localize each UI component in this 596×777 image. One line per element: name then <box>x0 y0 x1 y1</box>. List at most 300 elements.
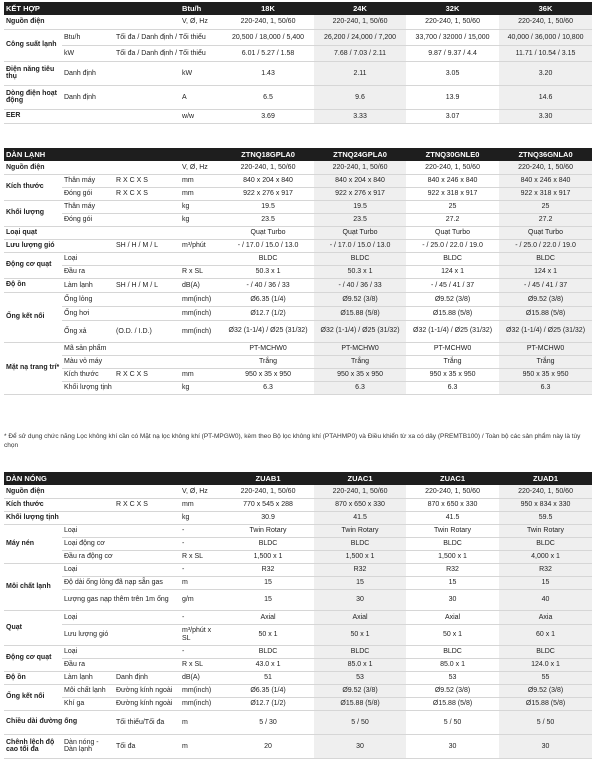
table-row <box>4 550 592 563</box>
unit-header: Btu/h <box>180 2 222 15</box>
value-cell: Ø6.35 (1/4) <box>222 684 314 697</box>
value-cell: 50.3 x 1 <box>222 265 314 278</box>
table-row <box>4 265 592 278</box>
value-cell: BLDC <box>314 252 406 265</box>
value-cell: PT-MCHW0 <box>222 342 314 355</box>
table-row <box>4 226 592 239</box>
unit-cell: - <box>180 610 222 624</box>
sub-label: Đầu ra động cơ <box>62 550 180 563</box>
table-row <box>4 85 592 109</box>
table-header-row <box>4 2 592 15</box>
sub-label: Màu vỏ máy <box>62 355 222 368</box>
unit-cell: m³/phút x SL <box>180 624 222 645</box>
table-row <box>4 29 592 45</box>
value-cell: Twin Rotary <box>314 524 406 537</box>
sub-label: Thân máy <box>62 200 180 213</box>
value-cell: 60 x 1 <box>499 624 592 645</box>
sub-label: Loại <box>62 524 180 537</box>
condition-label: Tối đa / Danh định / Tối thiểu <box>114 45 222 61</box>
sub-label: Khối lượng tịnh <box>62 381 180 394</box>
sub-label: Loại <box>62 645 180 658</box>
value-cell: 7.68 / 7.03 / 2.11 <box>314 45 406 61</box>
value-cell: 50 x 1 <box>314 624 406 645</box>
unit-cell: kg <box>180 511 222 524</box>
model-header: 36K <box>499 2 592 15</box>
group-label: Máy nén <box>4 524 62 563</box>
unit-cell: mm(inch) <box>180 320 222 342</box>
value-cell: 23.5 <box>314 213 406 226</box>
sub-label: Thân máy <box>62 174 114 187</box>
table-row <box>4 200 592 213</box>
sub-label: Ống lỏng <box>62 292 180 306</box>
table-row <box>4 576 592 589</box>
table-row <box>4 292 592 306</box>
value-cell: Axial <box>222 610 314 624</box>
value-cell: Ø32 (1-1/4) / Ø25 (31/32) <box>406 320 499 342</box>
sub-label: Đầu ra <box>62 265 180 278</box>
table-row <box>4 710 592 734</box>
value-cell: 840 x 204 x 840 <box>314 174 406 187</box>
condition-label: R X C X S <box>114 368 180 381</box>
value-cell: 4,000 x 1 <box>499 550 592 563</box>
value-cell: 950 x 35 x 950 <box>499 368 592 381</box>
sub-label: Loại <box>62 610 180 624</box>
value-cell: BLDC <box>499 537 592 550</box>
sub-label: Dàn nóng - Dàn lạnh <box>62 734 114 758</box>
table-row <box>4 624 592 645</box>
sub-label: kW <box>62 45 114 61</box>
value-cell: Axial <box>406 610 499 624</box>
model-header: 18K <box>222 2 314 15</box>
group-label: Động cơ quạt <box>4 252 62 278</box>
value-cell: 6.3 <box>314 381 406 394</box>
unit-cell: g/m <box>180 589 222 610</box>
value-cell: 220-240, 1, 50/60 <box>314 161 406 174</box>
table-row <box>4 498 592 511</box>
value-cell: 2.11 <box>314 61 406 85</box>
sub-label: Danh định <box>62 61 180 85</box>
value-cell: 41.5 <box>314 511 406 524</box>
value-cell: 15 <box>222 576 314 589</box>
value-cell: 30 <box>314 734 406 758</box>
footnote: * Để sử dụng chức năng Lọc không khí cần có Mặt nạ lọc không khí (PT-MPGW0), kèm theo Bộ lọc không khí (PTAHMP0) và Điều khiển từ xa có dây (PREMTB100) / Toàn bộ các sản phẩm này là tùy chọn <box>4 433 581 450</box>
table-row <box>4 252 592 265</box>
value-cell: 14.6 <box>499 85 592 109</box>
value-cell: R32 <box>222 563 314 576</box>
value-cell: Ø15.88 (5/8) <box>406 306 499 320</box>
value-cell: Twin Rotary <box>499 524 592 537</box>
unit-cell: V, Ø, Hz <box>180 15 222 29</box>
unit-cell: kg <box>180 200 222 213</box>
value-cell: BLDC <box>222 252 314 265</box>
table-row <box>4 671 592 684</box>
value-cell: 220-240, 1, 50/60 <box>222 15 314 29</box>
unit-cell: R x SL <box>180 550 222 563</box>
value-cell: Quạt Turbo <box>314 226 406 239</box>
table-row <box>4 355 592 368</box>
sub-label: Mã sản phẩm <box>62 342 222 355</box>
value-cell: 30 <box>314 589 406 610</box>
unit-cell: - <box>180 524 222 537</box>
value-cell: 15 <box>499 576 592 589</box>
unit-cell: - <box>180 563 222 576</box>
value-cell: 950 x 35 x 950 <box>314 368 406 381</box>
outdoor-unit-spec-table <box>4 472 592 759</box>
sub-label: Làm lạnh <box>62 671 114 684</box>
table-row <box>4 187 592 200</box>
value-cell: 922 x 318 x 917 <box>406 187 499 200</box>
value-cell: 20,500 / 18,000 / 5,400 <box>222 29 314 45</box>
unit-cell: m³/phút <box>180 239 222 252</box>
value-cell: BLDC <box>222 537 314 550</box>
unit-cell: dB(A) <box>180 278 222 292</box>
value-cell: Twin Rotary <box>222 524 314 537</box>
unit-cell: m <box>180 576 222 589</box>
sub-label: Đóng gói <box>62 213 180 226</box>
unit-cell: m <box>180 710 222 734</box>
table-row <box>4 589 592 610</box>
group-label: Công suất lạnh <box>4 29 62 61</box>
value-cell: Trắng <box>222 355 314 368</box>
value-cell: 950 x 35 x 950 <box>222 368 314 381</box>
value-cell: 3.69 <box>222 109 314 123</box>
condition-label: Tối thiểu/Tối đa <box>114 710 180 734</box>
value-cell: 5 / 30 <box>222 710 314 734</box>
value-cell: - / 25.0 / 22.0 / 19.0 <box>499 239 592 252</box>
value-cell: - / 45 / 41 / 37 <box>406 278 499 292</box>
table-title: DÀN NÓNG <box>4 472 222 485</box>
value-cell: Ø15.88 (5/8) <box>499 306 592 320</box>
value-cell: 220-240, 1, 50/60 <box>222 485 314 498</box>
unit-cell: R x SL <box>180 265 222 278</box>
group-label: Khối lượng tịnh <box>4 511 180 524</box>
value-cell: 30 <box>406 734 499 758</box>
condition-label: SH / H / M / L <box>114 239 180 252</box>
value-cell: PT-MCHW0 <box>499 342 592 355</box>
value-cell: Twin Rotary <box>406 524 499 537</box>
group-label: Kích thước <box>4 498 114 511</box>
group-label: Lưu lượng gió <box>4 239 114 252</box>
sub-label: Btu/h <box>62 29 114 45</box>
unit-cell: mm <box>180 368 222 381</box>
value-cell: 11.71 / 10.54 / 3.15 <box>499 45 592 61</box>
value-cell: BLDC <box>314 645 406 658</box>
value-cell: 922 x 276 x 917 <box>314 187 406 200</box>
value-cell: 13.9 <box>406 85 499 109</box>
group-label: Nguồn điện <box>4 161 180 174</box>
unit-cell: m <box>180 734 222 758</box>
value-cell: 53 <box>314 671 406 684</box>
value-cell: 5 / 50 <box>314 710 406 734</box>
unit-cell: - <box>180 537 222 550</box>
value-cell: Ø32 (1-1/4) / Ø25 (31/32) <box>314 320 406 342</box>
table-row <box>4 511 592 524</box>
value-cell: 870 x 650 x 330 <box>314 498 406 511</box>
value-cell: Axia <box>499 610 592 624</box>
value-cell: Ø6.35 (1/4) <box>222 292 314 306</box>
unit-cell: R x SL <box>180 658 222 671</box>
value-cell: Ø15.88 (5/8) <box>314 697 406 710</box>
value-cell: - / 40 / 36 / 33 <box>314 278 406 292</box>
table-row <box>4 306 592 320</box>
value-cell: BLDC <box>499 252 592 265</box>
value-cell: 950 x 834 x 330 <box>499 498 592 511</box>
group-label: Nguồn điện <box>4 485 180 498</box>
value-cell: Ø32 (1-1/4) / Ø25 (31/32) <box>222 320 314 342</box>
value-cell: 6.3 <box>499 381 592 394</box>
value-cell: 3.33 <box>314 109 406 123</box>
value-cell: Quạt Turbo <box>406 226 499 239</box>
value-cell: Ø15.88 (5/8) <box>314 306 406 320</box>
group-label: Khối lượng <box>4 200 62 226</box>
value-cell: 15 <box>222 589 314 610</box>
condition-label: Tối đa / Danh định / Tối thiểu <box>114 29 222 45</box>
value-cell: 3.05 <box>406 61 499 85</box>
value-cell: Ø9.52 (3/8) <box>314 684 406 697</box>
table-header-row <box>4 472 592 485</box>
group-label: Chênh lệch độ cao tối đa <box>4 734 62 758</box>
value-cell: 220-240, 1, 50/60 <box>406 485 499 498</box>
table-row <box>4 381 592 394</box>
value-cell: Trắng <box>314 355 406 368</box>
value-cell: 1,500 x 1 <box>406 550 499 563</box>
sub-label: Ống xả <box>62 320 114 342</box>
sub-label: Khí ga <box>62 697 114 710</box>
value-cell: 43.0 x 1 <box>222 658 314 671</box>
value-cell: Ø32 (1-1/4) / Ø25 (31/32) <box>499 320 592 342</box>
value-cell: PT-MCHW0 <box>314 342 406 355</box>
value-cell: 6.3 <box>406 381 499 394</box>
value-cell: 30 <box>406 589 499 610</box>
value-cell: 1.43 <box>222 61 314 85</box>
value-cell: 5 / 50 <box>406 710 499 734</box>
sub-label: Loại động cơ <box>62 537 180 550</box>
value-cell: Ø9.52 (3/8) <box>499 684 592 697</box>
table-row <box>4 697 592 710</box>
value-cell: 870 x 650 x 330 <box>406 498 499 511</box>
value-cell: 40 <box>499 589 592 610</box>
unit-cell: V, Ø, Hz <box>180 161 222 174</box>
model-header: ZUAC1 <box>406 472 499 485</box>
value-cell: 53 <box>406 671 499 684</box>
table-row <box>4 485 592 498</box>
value-cell: Quạt Turbo <box>499 226 592 239</box>
value-cell: 950 x 35 x 950 <box>406 368 499 381</box>
value-cell: - / 17.0 / 15.0 / 13.0 <box>314 239 406 252</box>
value-cell: 3.20 <box>499 61 592 85</box>
value-cell: 220-240, 1, 50/60 <box>222 161 314 174</box>
table-row <box>4 213 592 226</box>
value-cell: 41.5 <box>406 511 499 524</box>
value-cell: 51 <box>222 671 314 684</box>
value-cell: 3.07 <box>406 109 499 123</box>
group-label: Ống kết nối <box>4 684 62 710</box>
value-cell: BLDC <box>406 252 499 265</box>
unit-cell: kg <box>180 381 222 394</box>
unit-cell: V, Ø, Hz <box>180 485 222 498</box>
group-label: Quạt <box>4 610 62 645</box>
sub-label: Đầu ra <box>62 658 180 671</box>
value-cell: - / 45 / 41 / 37 <box>499 278 592 292</box>
indoor-unit-spec-table <box>4 148 592 395</box>
value-cell: 124 x 1 <box>406 265 499 278</box>
value-cell: 1,500 x 1 <box>314 550 406 563</box>
value-cell: - / 17.0 / 15.0 / 13.0 <box>222 239 314 252</box>
value-cell: 9.87 / 9.37 / 4.4 <box>406 45 499 61</box>
sub-label: Kích thước <box>62 368 114 381</box>
group-label: Độ ồn <box>4 671 62 684</box>
unit-cell: kW <box>180 61 222 85</box>
value-cell: BLDC <box>406 537 499 550</box>
value-cell: Ø15.88 (5/8) <box>499 697 592 710</box>
model-header: 24K <box>314 2 406 15</box>
group-label: Loại quạt <box>4 226 222 239</box>
value-cell: 40,000 / 36,000 / 10,800 <box>499 29 592 45</box>
table-row <box>4 174 592 187</box>
model-header: 32K <box>406 2 499 15</box>
model-header: ZTNQ30GNLE0 <box>406 148 499 161</box>
sub-label: Môi chất lạnh <box>62 684 114 697</box>
unit-cell: mm(inch) <box>180 697 222 710</box>
value-cell: 220-240, 1, 50/60 <box>314 15 406 29</box>
value-cell: 50 x 1 <box>406 624 499 645</box>
condition-label: Danh định <box>114 671 180 684</box>
value-cell: - / 40 / 36 / 33 <box>222 278 314 292</box>
value-cell: R32 <box>499 563 592 576</box>
value-cell: Axial <box>314 610 406 624</box>
sub-label: Loại <box>62 252 180 265</box>
unit-cell: mm <box>180 174 222 187</box>
value-cell: Trắng <box>499 355 592 368</box>
value-cell: 59.5 <box>499 511 592 524</box>
table-row <box>4 524 592 537</box>
value-cell: 6.5 <box>222 85 314 109</box>
unit-cell: mm(inch) <box>180 684 222 697</box>
condition-label: R X C X S <box>114 174 180 187</box>
value-cell: 6.3 <box>222 381 314 394</box>
value-cell: Ø15.88 (5/8) <box>406 697 499 710</box>
sub-label: Ống hơi <box>62 306 180 320</box>
value-cell: Ø9.52 (3/8) <box>406 292 499 306</box>
sub-label: Lượng gas nạp thêm trên 1m ống <box>62 589 180 610</box>
condition-label: SH / H / M / L <box>114 278 180 292</box>
sub-label: Làm lạnh <box>62 278 114 292</box>
value-cell: Ø9.52 (3/8) <box>406 684 499 697</box>
group-label: Ống kết nối <box>4 292 62 342</box>
group-label: Môi chất lạnh <box>4 563 62 610</box>
value-cell: - / 25.0 / 22.0 / 19.0 <box>406 239 499 252</box>
table-row <box>4 658 592 671</box>
table-row <box>4 368 592 381</box>
table-row <box>4 320 592 342</box>
unit-cell: mm <box>180 187 222 200</box>
value-cell: 30.9 <box>222 511 314 524</box>
value-cell: 25 <box>406 200 499 213</box>
value-cell: 15 <box>314 576 406 589</box>
group-label: Động cơ quạt <box>4 645 62 671</box>
value-cell: 220-240, 1, 50/60 <box>499 15 592 29</box>
sub-label: Độ dài ống lỏng đã nạp sẵn gas <box>62 576 180 589</box>
table-row <box>4 610 592 624</box>
group-label: Điện năng tiêu thụ <box>4 61 62 85</box>
value-cell: 15 <box>406 576 499 589</box>
model-header: ZUAB1 <box>222 472 314 485</box>
value-cell: 220-240, 1, 50/60 <box>406 161 499 174</box>
value-cell: 50.3 x 1 <box>314 265 406 278</box>
value-cell: 220-240, 1, 50/60 <box>314 485 406 498</box>
table-row <box>4 537 592 550</box>
unit-cell: - <box>180 645 222 658</box>
condition-label: R X C X S <box>114 498 180 511</box>
sub-label: Đóng gói <box>62 187 114 200</box>
value-cell: 85.0 x 1 <box>406 658 499 671</box>
group-label: Độ ồn <box>4 278 62 292</box>
unit-cell: mm(inch) <box>180 292 222 306</box>
unit-cell: mm <box>180 498 222 511</box>
value-cell: 220-240, 1, 50/60 <box>499 485 592 498</box>
value-cell: Ø9.52 (3/8) <box>314 292 406 306</box>
value-cell: 23.5 <box>222 213 314 226</box>
unit-cell: kg <box>180 213 222 226</box>
value-cell: BLDC <box>222 645 314 658</box>
value-cell: 85.0 x 1 <box>314 658 406 671</box>
table-row <box>4 563 592 576</box>
condition-label: Đường kính ngoài <box>114 697 180 710</box>
value-cell: R32 <box>406 563 499 576</box>
value-cell: 33,700 / 32000 / 15,000 <box>406 29 499 45</box>
model-header: ZTNQ24GPLA0 <box>314 148 406 161</box>
value-cell: 19.5 <box>222 200 314 213</box>
value-cell: 922 x 276 x 917 <box>222 187 314 200</box>
value-cell: 9.6 <box>314 85 406 109</box>
table-row <box>4 161 592 174</box>
group-label: Nguồn điện <box>4 15 180 29</box>
condition-label: Đường kính ngoài <box>114 684 180 697</box>
value-cell: 30 <box>499 734 592 758</box>
value-cell: 770 x 545 x 288 <box>222 498 314 511</box>
sub-label: Loại <box>62 563 180 576</box>
value-cell: Ø9.52 (3/8) <box>499 292 592 306</box>
value-cell: 1,500 x 1 <box>222 550 314 563</box>
unit-cell: w/w <box>180 109 222 123</box>
table-row <box>4 734 592 758</box>
value-cell: 5 / 50 <box>499 710 592 734</box>
condition-label: (O.D. / I.D.) <box>114 320 180 342</box>
group-label: Mặt nạ trang trí* <box>4 342 62 394</box>
value-cell: 55 <box>499 671 592 684</box>
value-cell: 50 x 1 <box>222 624 314 645</box>
value-cell: 124 x 1 <box>499 265 592 278</box>
value-cell: 220-240, 1, 50/60 <box>406 15 499 29</box>
value-cell: BLDC <box>314 537 406 550</box>
value-cell: 27.2 <box>499 213 592 226</box>
model-header: ZUAC1 <box>314 472 406 485</box>
unit-cell: mm(inch) <box>180 306 222 320</box>
value-cell: 840 x 204 x 840 <box>222 174 314 187</box>
value-cell: 922 x 318 x 917 <box>499 187 592 200</box>
condition-label: R X C X S <box>114 187 180 200</box>
table-row <box>4 45 592 61</box>
table-row <box>4 684 592 697</box>
value-cell: 220-240, 1, 50/60 <box>499 161 592 174</box>
value-cell: 3.30 <box>499 109 592 123</box>
group-label: Chiều dài đường ống <box>4 710 114 734</box>
unit-cell: dB(A) <box>180 671 222 684</box>
value-cell: 27.2 <box>406 213 499 226</box>
value-cell: 19.5 <box>314 200 406 213</box>
sub-label: Lưu lượng gió <box>62 624 180 645</box>
value-cell: BLDC <box>499 645 592 658</box>
